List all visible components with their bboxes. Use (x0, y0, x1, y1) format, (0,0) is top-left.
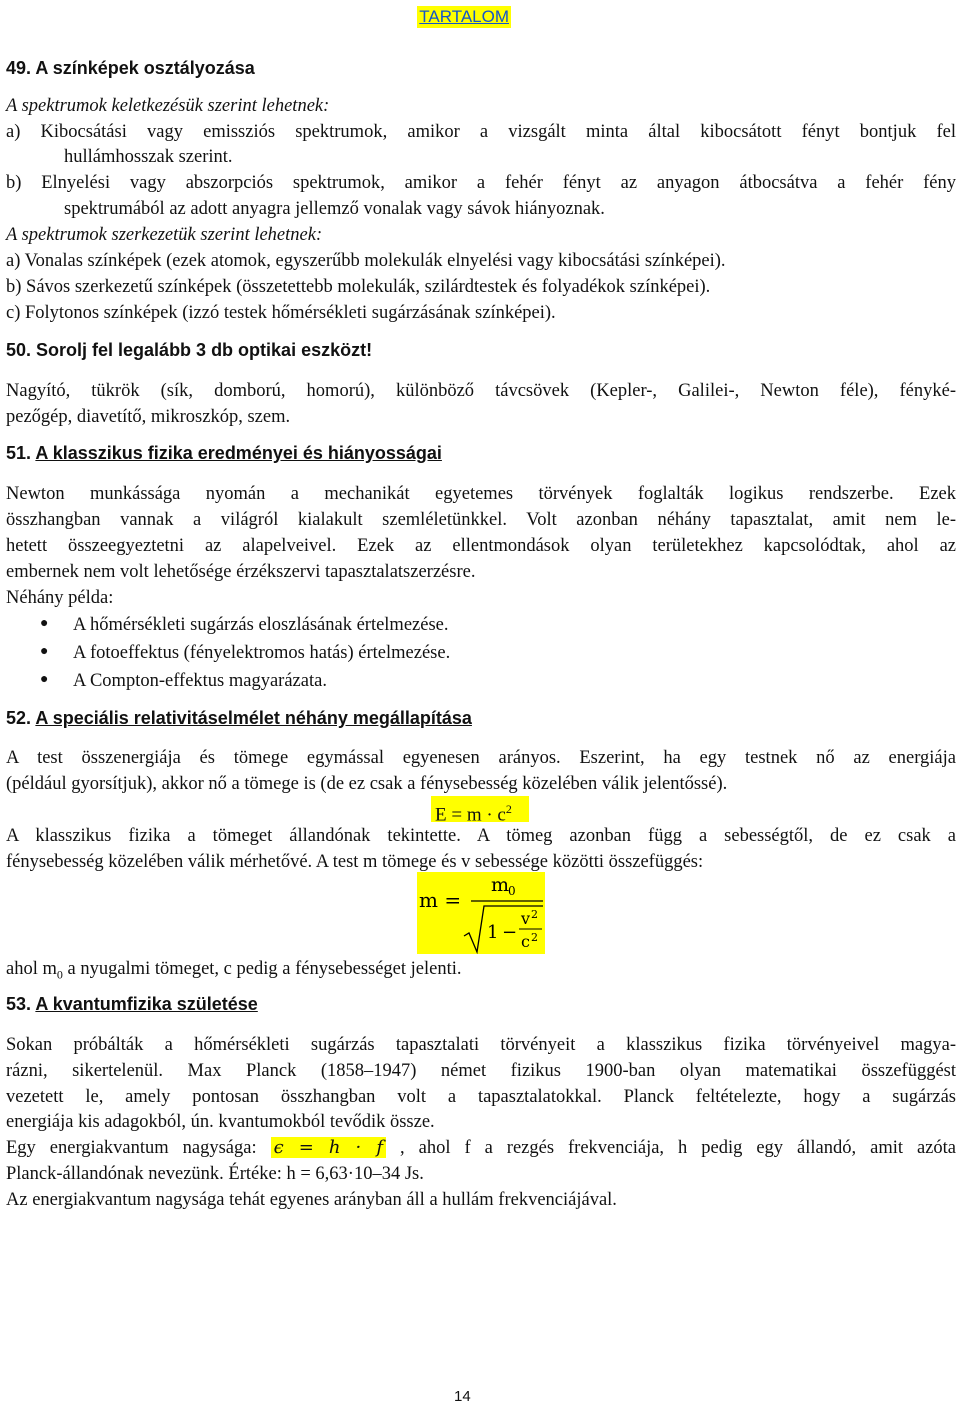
s53-num: 53. (6, 994, 32, 1014)
energy-mass-formula: $E = m \cdot c^2$ (431, 796, 529, 822)
section-53-heading (6, 994, 258, 1015)
s53-l2: rázni, sikertelenül. Max Planck (1858–1947) német fizikus 1900-ban olyan matematikai összefüggést (6, 1061, 956, 1081)
s49-b1: b) Elnyelési vagy abszorpciós spektrumok, amikor a fehér fényt az anyagon átbocsátva a fehér fény (6, 173, 956, 193)
s52-l3: A klasszikus fizika a tömeget állandónak tekintette. A tömeg azonban függ a sebességtől, de ez csak a (6, 826, 956, 846)
list-item: A hőmérsékleti sugárzás eloszlásának értelmezése. (73, 615, 449, 635)
s51-l1: Newton munkássága nyomán a mechanikát egyetemes törvények foglalták logikus rendszerbe. Ezek (6, 484, 956, 504)
s52-l1: A test összenergiája és tömege egymással egyenesen arányos. Eszerint, ha egy testnek nő az energiája (6, 748, 956, 768)
relativistic-mass-formula (417, 872, 545, 954)
formula-numerator: m (491, 874, 510, 896)
formula-one: 1 (487, 922, 499, 943)
s49-intro2: A spektrumok szerkezetük szerint lehetnek: (6, 225, 323, 245)
s49-intro1: A spektrumok keletkezésük szerint lehetnek: (6, 96, 330, 116)
s49-a1: a) Kibocsátási vagy emissziós spektrumok, amikor a vizsgált minta által kibocsátott fényt bontjuk fel (6, 122, 956, 142)
s51-l4: embernek nem volt lehetősége érzékszervi tapasztalatszerzésre. (6, 562, 476, 582)
s53-l4: energiája kis adagokból, ún. kvantumokból tevődik össze. (6, 1112, 435, 1132)
s49-c2: c) Folytonos színképek (izzó testek hőmérsékleti sugárzásának színképei). (6, 303, 556, 323)
s53-l6: Planck-állandónak nevezünk. Értéke: h = 6,63·10–34 Js. (6, 1164, 424, 1184)
s52-l4: fénysebesség közelében válik mérhetővé. A test m tömege és v sebessége közötti összefüggés: (6, 852, 704, 872)
s52-l5: ahol $m_0$ a nyugalmi tömeget, c pedig a fénysebességet jelenti. (6, 959, 462, 982)
toc-link[interactable]: TARTALOM (419, 7, 509, 26)
bullet-dot-icon: ● (40, 672, 49, 687)
s50-line2: pezőgép, diavetítő, mikroszkóp, szem. (6, 407, 291, 427)
section-50-heading: 50. Sorolj fel legalább 3 db optikai eszközt! (6, 340, 373, 360)
s51-examples-label: Néhány példa: (6, 588, 114, 608)
s50-line1: Nagyító, tükrök (sík, domború, homorú), különböző távcsövek (Kepler-, Galilei-, Newton féle), fényké- (6, 381, 956, 401)
formula-c-sq: 2 (531, 931, 538, 944)
s49-b1b: spektrumából az adott anyagra jellemző vonalak vagy sávok hiányoznak. (64, 199, 605, 219)
s52-num: 52. (6, 708, 32, 728)
section-52-heading (6, 708, 472, 729)
bullet-dot-icon: ● (40, 644, 49, 659)
s51-l2: összhangban vannak a világról kialakult szemléletünkkel. Volt azonban néhány tapasztalat, amit nem le- (6, 510, 956, 530)
relativistic-mass-svg (417, 872, 545, 954)
s53-l7: Az energiakvantum nagysága tehát egyenes arányban áll a hullám frekvenciájával. (6, 1190, 617, 1210)
formula-v-sq: 2 (531, 908, 538, 921)
energy-quantum-formula: ϵ = h · f (271, 1137, 386, 1158)
s52-title: A speciális relativitáselmélet néhány megállapítása (35, 708, 472, 728)
page-number: 14 (454, 1388, 471, 1405)
s51-l3: hetett összeegyeztetni az alapelveivel. Ezek az ellentmondások olyan területekhez kapcsolódtak, ahol az (6, 536, 956, 556)
s51-num: 51. (6, 443, 32, 463)
s51-title: A klasszikus fizika eredményei és hiányosságai (35, 443, 442, 463)
bullet-dot-icon: ● (40, 616, 49, 631)
section-51-heading (6, 443, 442, 464)
s53-l3: vezetett le, amely pontosan összhangban volt a tapasztalatokkal. Planck feltételezte, hogy a sugárzás (6, 1087, 956, 1107)
formula-minus: − (502, 922, 518, 943)
s49-a1b: hullámhosszak szerint. (64, 147, 233, 167)
s53-l1: Sokan próbálták a hőmérsékleti sugárzás tapasztalati törvényeit a klasszikus fizika törvényeivel magya- (6, 1035, 956, 1055)
formula-numerator-sub: 0 (508, 884, 516, 898)
formula-v: v (521, 909, 531, 928)
list-item: A Compton-effektus magyarázata. (73, 671, 327, 691)
s49-b2: b) Sávos szerkezetű színképek (összetettebb molekulák, szilárdtestek és folyadékok színképei). (6, 277, 711, 297)
s53-title: A kvantumfizika születése (35, 994, 258, 1014)
s49-a2: a) Vonalas színképek (ezek atomok, egyszerűbb molekulák elnyelési vagy kibocsátási színképei). (6, 251, 726, 271)
formula-c: c (521, 932, 530, 951)
list-item: A fotoeffektus (fényelektromos hatás) értelmezése. (73, 643, 451, 663)
s52-l2: (például gyorsítjuk), akkor nő a tömege is (de ez csak a fénysebesség közelében válik jelentőssé). (6, 774, 728, 794)
s53-l5: Egy energiakvantum nagysága: ϵ = h · f , ahol f a rezgés frekvenciája, h pedig egy állandó, amit azóta (6, 1137, 956, 1158)
section-49-heading: 49. A színképek osztályozása (6, 58, 255, 78)
formula-lhs: m = (419, 888, 462, 912)
